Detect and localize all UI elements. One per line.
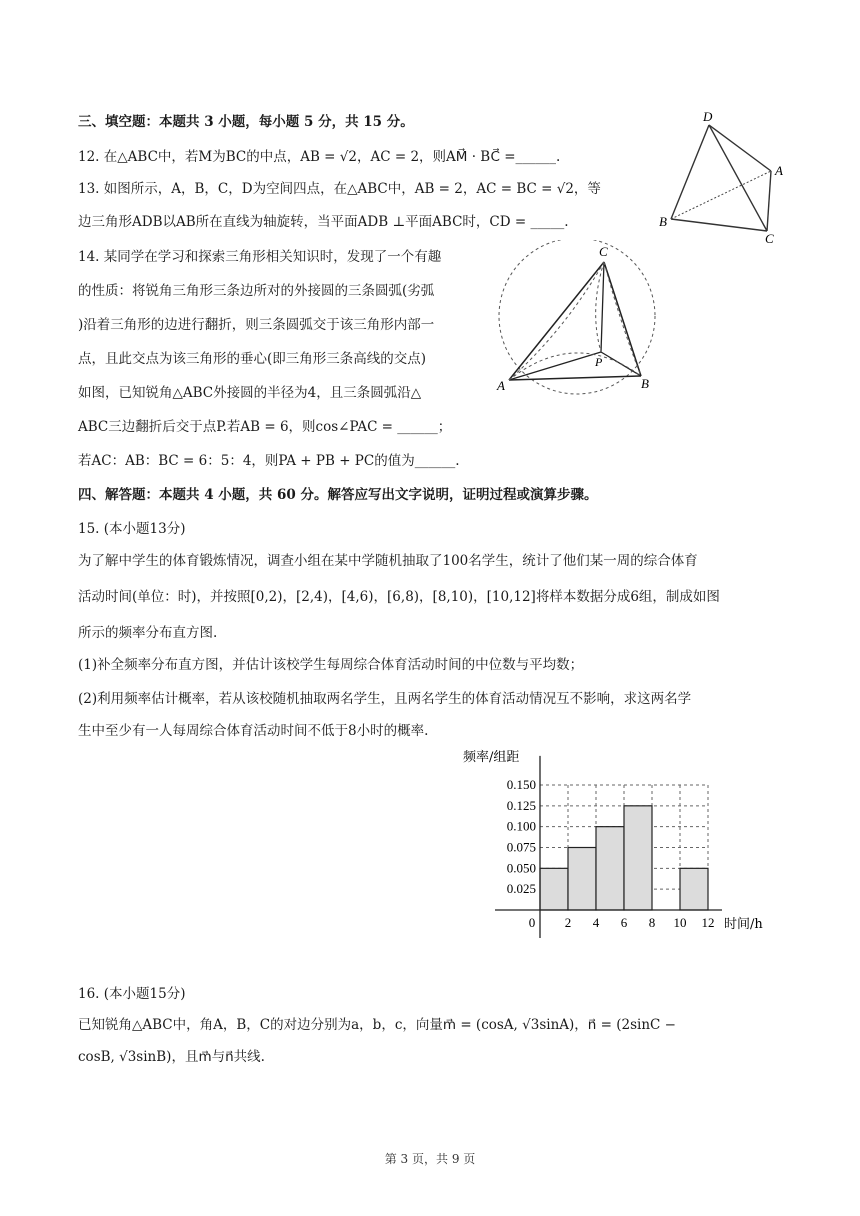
question-14-line-6: ABC三边翻折后交于点P.若AB = 6，则cos∠PAC = ______；	[78, 419, 452, 435]
question-15-line-2: 活动时间(单位：时)，并按照[0,2)，[2,4)，[4,6)，[6,8)，[8,10)，[10,12]将样本数据分成6组，制成如图	[78, 589, 720, 605]
x-tick-label: 0	[528, 915, 536, 930]
label-D: D	[703, 109, 713, 124]
label-A: A	[775, 163, 783, 178]
x-tick-label: 6	[620, 915, 628, 930]
question-16-line-2: cosB, √3sinB)，且m⃗与n⃗共线.	[78, 1049, 265, 1065]
question-14-line-2: 的性质：将锐角三角形三条边所对的外接圆的三条圆弧(劣弧	[78, 283, 435, 299]
y-tick-label: 0.050	[506, 860, 536, 876]
question-16-title: 16. (本小题15分)	[78, 986, 186, 1002]
y-tick-label: 0.025	[506, 881, 536, 897]
y-tick-label: 0.125	[506, 797, 536, 813]
question-15-part-2-line-1: (2)利用频率估计概率，若从该校随机抽取两名学生，且两名学生的体育活动情况互不影响，求这两名学	[78, 691, 692, 707]
label-A: A	[497, 378, 505, 393]
x-tick-label: 2	[564, 915, 572, 930]
bar-5	[680, 868, 708, 910]
x-tick-label: 4	[592, 915, 600, 930]
question-14-line-5: 如图，已知锐角△ABC外接圆的半径为4，且三条圆弧沿△	[78, 385, 422, 401]
x-tick-label: 10	[673, 915, 687, 930]
x-tick-label: 12	[701, 915, 715, 930]
y-tick-label: 0.100	[506, 818, 536, 834]
section-4-heading: 四、解答题：本题共 4 小题，共 60 分。解答应写出文字说明，证明过程或演算步骤。	[78, 487, 598, 503]
tetrahedron-figure	[655, 105, 800, 245]
question-14-line-7: 若AC：AB：BC = 6：5：4，则PA + PB + PC的值为______.	[78, 453, 460, 469]
y-tick-label: 0.150	[506, 777, 536, 792]
question-14-line-3: )沿着三角形的边进行翻折，则三条圆弧交于该三角形内部一	[78, 317, 435, 333]
bar-3	[624, 806, 652, 910]
label-C: C	[765, 231, 774, 245]
label-P: P	[595, 355, 603, 369]
label-B: B	[659, 214, 667, 229]
bar-2	[596, 827, 624, 910]
section-3-heading: 三、填空题：本题共 3 小题，每小题 5 分，共 15 分。	[78, 114, 414, 130]
question-15-line-3: 所示的频率分布直方图.	[78, 625, 218, 641]
x-axis-label: 时间/h	[724, 917, 763, 932]
question-15-line-1: 为了解中学生的体育锻炼情况，调查小组在某中学随机抽取了100名学生，统计了他们某一周的综合体育	[78, 553, 698, 569]
y-axis-label: 频率/组距	[463, 750, 520, 765]
x-tick-label: 8	[648, 915, 656, 930]
question-15-title: 15. (本小题13分)	[78, 521, 186, 537]
question-14-line-1: 14. 某同学在学习和探索三角形相关知识时，发现了一个有趣	[78, 249, 442, 265]
question-12: 12. 在△ABC中，若M为BC的中点，AB = √2，AC = 2，则AM⃗ · BC⃗ =______.	[78, 149, 561, 165]
label-B: B	[641, 376, 649, 391]
question-13-line-2: 边三角形ADB以AB所在直线为轴旋转，当平面ADB ⊥平面ABC时，CD = _____.	[78, 214, 569, 230]
label-C: C	[599, 244, 608, 259]
frequency-histogram	[455, 745, 785, 950]
question-15-part-2-line-2: 生中至少有一人每周综合体育活动时间不低于8小时的概率.	[78, 723, 429, 739]
question-15-part-1: (1)补全频率分布直方图，并估计该校学生每周综合体育活动时间的中位数与平均数；	[78, 657, 584, 673]
question-14-line-4: 点，且此交点为该三角形的垂心(即三角形三条高线的交点)	[78, 351, 427, 367]
circumcircle-figure	[495, 240, 665, 400]
y-tick-label: 0.075	[506, 839, 536, 855]
bar-0	[540, 868, 568, 910]
page-footer: 第 3 页，共 9 页	[384, 1152, 476, 1166]
question-16-line-1: 已知锐角△ABC中，角A，B，C的对边分别为a，b，c，向量m⃗ = (cosA, √3sinA)，n⃗ = (2sinC −	[78, 1017, 676, 1033]
bar-1	[568, 848, 596, 911]
question-13-line-1: 13. 如图所示，A，B，C，D为空间四点，在△ABC中，AB = 2，AC = BC = √2，等	[78, 181, 601, 197]
